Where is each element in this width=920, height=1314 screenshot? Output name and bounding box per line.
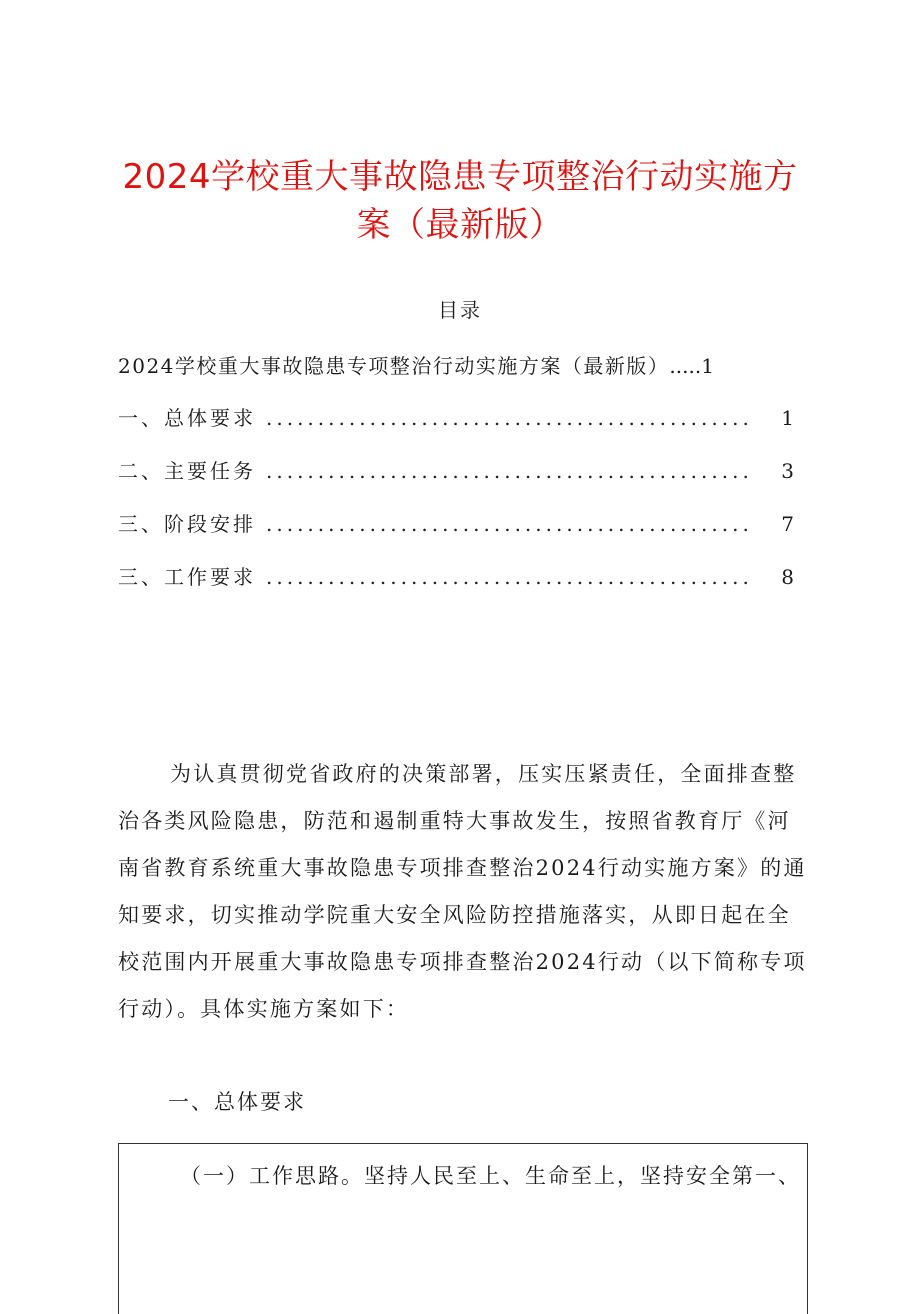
toc-entry-leader: ............................................... <box>266 459 753 483</box>
toc-heading: 目录 <box>438 298 482 322</box>
toc-entry-page: 3 <box>781 459 794 483</box>
intro-line: 知要求，切实推动学院重大安全风险防控措施落实，从即日起在全 <box>118 903 791 927</box>
toc-entry[interactable] <box>118 402 794 434</box>
toc-entry-page: 1 <box>781 406 794 430</box>
toc-entry-leader: ..... <box>669 354 702 378</box>
toc-entry-leader: ............................................... <box>266 565 753 589</box>
boxed-paragraph: （一）工作思路。坚持人民至上、生命至上，坚持安全第一、 <box>180 1164 801 1188</box>
intro-paragraph <box>118 751 808 1033</box>
toc-entry[interactable] <box>118 455 794 487</box>
intro-line: 南省教育系统重大事故隐患专项排查整治2024行动实施方案》的通 <box>118 856 807 880</box>
toc-entry-page: 7 <box>781 512 794 536</box>
toc-entry-label: 一、总体要求 <box>118 406 256 430</box>
toc-entry-page: 1 <box>701 354 714 378</box>
toc-entry-label: 二、主要任务 <box>118 459 256 483</box>
toc-entry-label: 三、阶段安排 <box>118 512 256 536</box>
intro-line: 校范围内开展重大事故隐患专项排查整治2024行动（以下简称专项 <box>118 950 807 974</box>
toc-entry-leader: ............................................... <box>266 512 753 536</box>
intro-line: 为认真贯彻党省政府的决策部署，压实压紧责任，全面排查整 <box>170 762 797 786</box>
toc-entry[interactable] <box>118 350 758 382</box>
intro-line: 治各类风险隐患，防范和遏制重特大事故发生，按照省教育厅《河 <box>118 809 791 833</box>
toc-entry[interactable] <box>118 561 794 593</box>
toc-entry-label: 2024学校重大事故隐患专项整治行动实施方案（最新版） <box>118 354 670 378</box>
toc-entry-leader: ............................................... <box>266 406 753 430</box>
toc-entry[interactable] <box>118 508 794 540</box>
intro-line: 行动）。具体实施方案如下： <box>118 997 410 1021</box>
section-heading: 一、总体要求 <box>168 1090 306 1114</box>
toc-entry-label: 三、工作要求 <box>118 565 256 589</box>
toc-entry-page: 8 <box>781 565 794 589</box>
document-title-line-2: 案（最新版） <box>356 205 564 245</box>
document-title-line-1: 2024学校重大事故隐患专项整治行动实施方 <box>122 157 798 197</box>
